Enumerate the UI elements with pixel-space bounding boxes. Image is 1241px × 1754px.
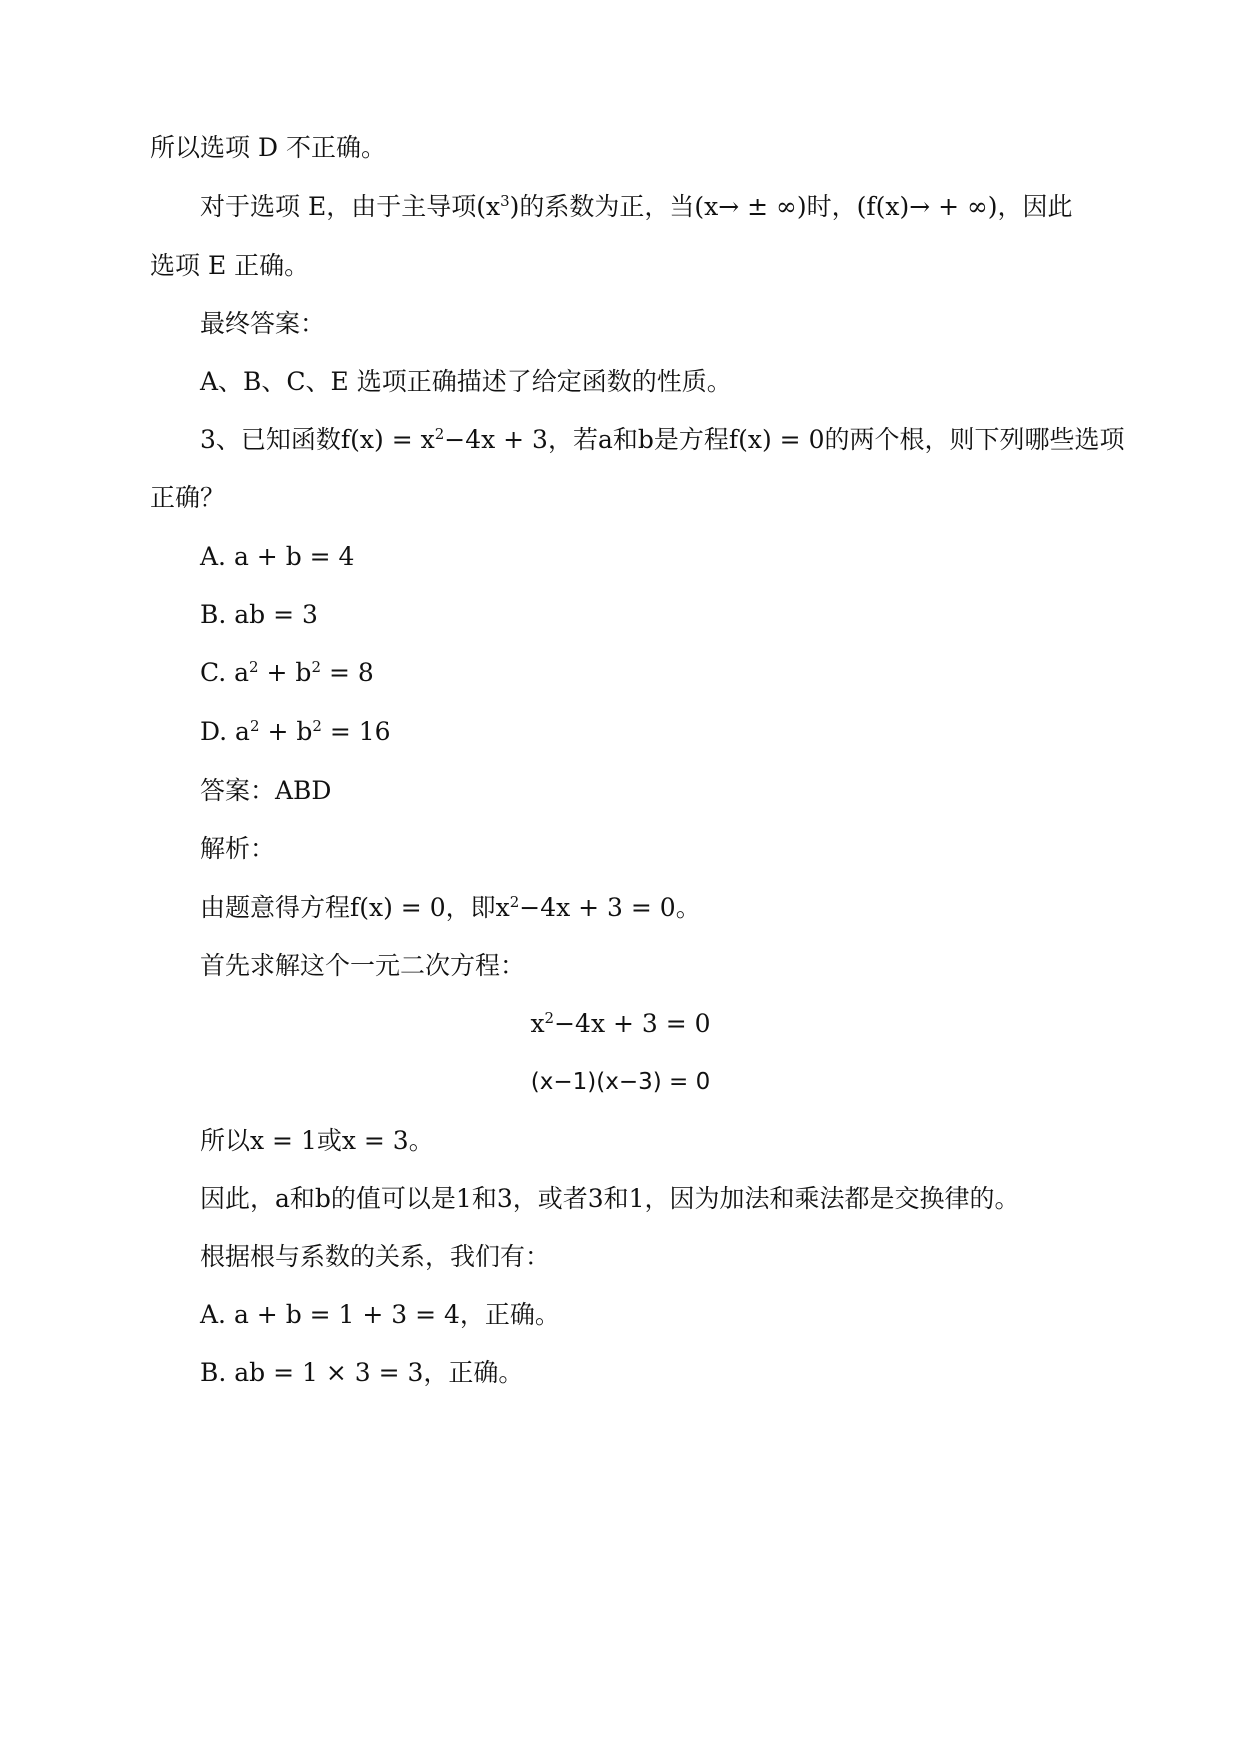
superscript: 2 bbox=[434, 425, 445, 443]
option-a: A. a + b = 4 bbox=[200, 542, 355, 571]
text-segment: C. a bbox=[200, 658, 250, 687]
question-line bbox=[200, 424, 1124, 456]
text-line bbox=[200, 191, 1073, 223]
answer-line: 答案：ABD bbox=[200, 776, 332, 805]
text-line: A、B、C、E 选项正确描述了给定函数的性质。 bbox=[200, 367, 732, 396]
superscript: 2 bbox=[249, 658, 259, 676]
text-segment: 3、已知函数f(x) = x bbox=[200, 425, 435, 454]
superscript: 2 bbox=[311, 658, 321, 676]
text-line: 选项 E 正确。 bbox=[150, 251, 310, 280]
text-line: 因此，a和b的值可以是1和3，或者3和1，因为加法和乘法都是交换律的。 bbox=[200, 1184, 1020, 1213]
text-segment: + b bbox=[258, 658, 312, 687]
text-segment: 由题意得方程f(x) = 0，即x bbox=[200, 893, 510, 922]
text-line: 最终答案： bbox=[200, 309, 326, 338]
superscript: 2 bbox=[509, 893, 520, 911]
text-segment: −4x + 3，若a和b是方程f(x) = 0的两个根，则下列哪些选项 bbox=[444, 425, 1125, 454]
text-line: A. a + b = 1 + 3 = 4，正确。 bbox=[200, 1300, 560, 1329]
option-b: B. ab = 3 bbox=[200, 600, 318, 629]
option-c bbox=[200, 657, 374, 689]
option-d bbox=[200, 716, 391, 748]
superscript: 2 bbox=[544, 1009, 555, 1027]
text-segment: −4x + 3 = 0。 bbox=[519, 893, 701, 922]
superscript: 2 bbox=[312, 717, 322, 735]
text-segment: D. a bbox=[200, 717, 250, 746]
superscript: 3 bbox=[500, 192, 510, 210]
superscript: 2 bbox=[249, 717, 260, 735]
text-segment: )的系数为正，当(x→ ± ∞)时，(f(x)→ + ∞)，因此 bbox=[509, 192, 1073, 221]
equation-2: (x−1)(x−3) = 0 bbox=[530, 1069, 711, 1095]
text-line: B. ab = 1 × 3 = 3，正确。 bbox=[200, 1358, 524, 1387]
text-segment: −4x + 3 = 0 bbox=[554, 1009, 711, 1038]
text-line: 所以选项 D 不正确。 bbox=[150, 133, 386, 162]
text-segment: 对于选项 E，由于主导项(x bbox=[200, 192, 501, 221]
equation-1 bbox=[0, 1008, 1241, 1040]
analysis-heading: 解析： bbox=[200, 834, 276, 863]
text-line: 所以x = 1或x = 3。 bbox=[200, 1126, 434, 1155]
text-segment: = 16 bbox=[321, 717, 391, 746]
text-line: 正确？ bbox=[150, 483, 226, 512]
text-segment: x bbox=[530, 1009, 545, 1038]
text-segment: + b bbox=[259, 717, 313, 746]
text-segment: = 8 bbox=[321, 658, 374, 687]
text-line bbox=[200, 892, 701, 924]
text-line: 首先求解这个一元二次方程： bbox=[200, 951, 526, 980]
text-line: 根据根与系数的关系，我们有： bbox=[200, 1242, 551, 1271]
